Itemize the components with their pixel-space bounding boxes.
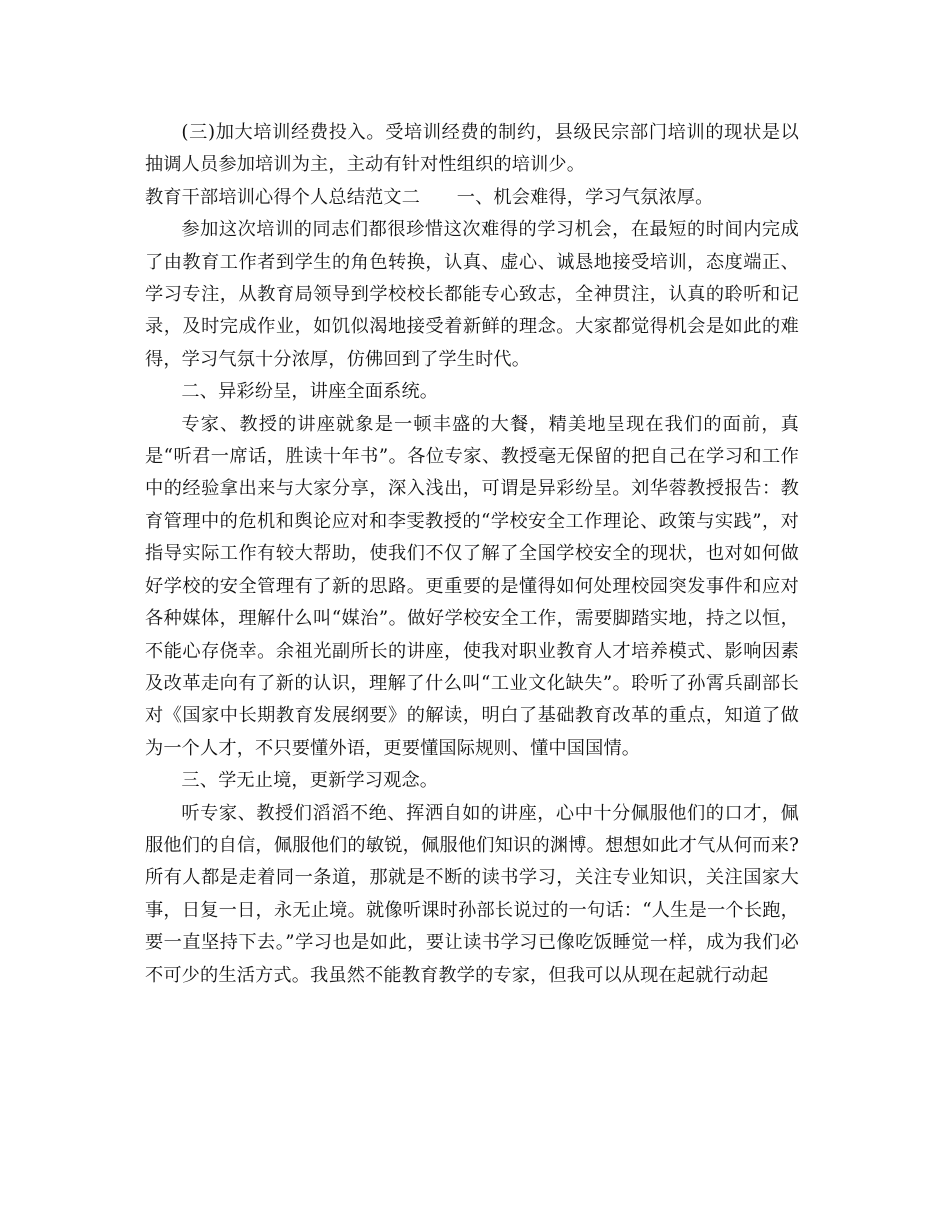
paragraph-learning: 听专家、教授们滔滔不绝、挥洒自如的讲座，心中十分佩服他们的口才，佩服他们的自信，佩服他们的敏锐，佩服他们知识的渊博。想想如此才气从何而来?所有人都是走着同一条道，那就是不断的读书学习，关注专业知识，关注国家大事，日复一日，永无止境。就像听课时孙部长说过的一句话：“人生是一个长跑，要一直坚持下去。”学习也是如此，要让读书学习已像吃饭睡觉一样，成为我们必不可少的生活方式。我虽然不能教育教学的专家，但我可以从现在起就行动起: [145, 802, 799, 986]
document-page: [145, 117, 799, 992]
paragraph-lectures: 专家、教授的讲座就象是一顿丰盛的大餐，精美地呈现在我们的面前，真是“听君一席话，胜读十年书”。各位专家、教授毫无保留的把自己在学习和工作中的经验拿出来与大家分享，深入浅出，可谓是异彩纷呈。刘华蓉教授报告：教育管理中的危机和舆论应对和李雯教授的“学校安全工作理论、政策与实践”，对指导实际工作有较大帮助，使我们不仅了解了全国学校安全的现状，也对如何做好学校的安全管理有了新的思路。更重要的是懂得如何处理校园突发事件和应对各种媒体，理解什么叫“媒治”。做好学校安全工作，需要脚踏实地，持之以恒，不能心存侥幸。余祖光副所长的讲座，使我对职业教育人才培养模式、影响因素及改革走向有了新的认识，理解了什么叫“工业文化缺失”。聆听了孙霄兵副部长对《国家中长期教育发展纲要》的解读，明白了基础教育改革的重点，知道了做为一个人才，不只要懂外语，更要懂国际规则、懂中国国情。: [145, 413, 799, 759]
section-heading-title: 教育干部培训心得个人总结范文二 一、机会难得，学习气氛浓厚。: [145, 186, 714, 208]
paragraph-opportunity: 参加这次培训的同志们都很珍惜这次难得的学习机会，在最短的时间内完成了由教育工作者到学生的角色转换，认真、虚心、诚恳地接受培训，态度端正、学习专注，从教育局领导到学校校长都能专心致志，全神贯注，认真的聆听和记录，及时完成作业，如饥似渴地接受着新鲜的理念。大家都觉得机会是如此的难得，学习气氛十分浓厚，仿佛回到了学生时代。: [145, 219, 799, 370]
paragraph-training-funds: (三)加大培训经费投入。受培训经费的制约，县级民宗部门培训的现状是以抽调人员参加培训为主，主动有针对性组织的培训少。: [145, 122, 799, 176]
section-heading-lectures: 二、异彩纷呈，讲座全面系统。: [181, 381, 439, 403]
section-heading-learning: 三、学无止境，更新学习观念。: [181, 770, 439, 792]
